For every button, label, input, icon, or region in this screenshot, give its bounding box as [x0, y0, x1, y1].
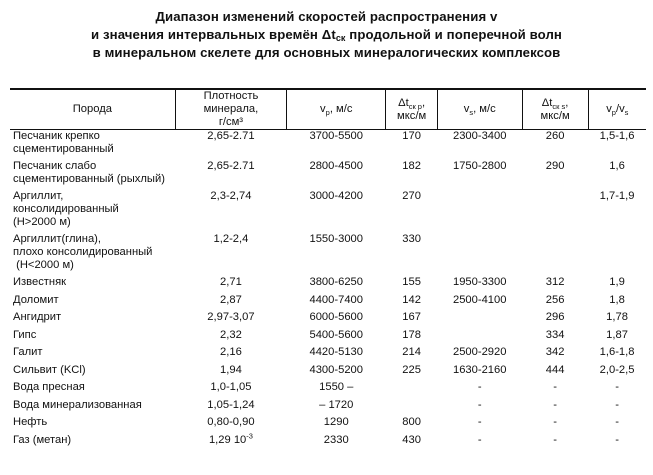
ratio-cell: 1,6 — [609, 160, 625, 172]
rock-cell: Газ (метан) — [13, 433, 72, 446]
ratio-cell: - — [615, 381, 619, 393]
density-cell: 2,65-2.71 — [207, 160, 255, 172]
vp-cell: – 1720 — [319, 398, 354, 411]
rock-cell: Доломит — [13, 293, 59, 306]
table-row — [10, 346, 646, 364]
table-row — [10, 311, 646, 329]
vp-cell: 4400-7400 — [309, 293, 363, 306]
density-cell: 0,80-0,90 — [207, 416, 255, 428]
dtp-cell: 142 — [402, 293, 421, 306]
header-density: Плотность минерала, г/см³ — [175, 89, 287, 130]
dtp-cell: 330 — [402, 233, 421, 245]
table-row — [10, 381, 646, 399]
ratio-cell: - — [615, 433, 619, 446]
dtp-cell: 225 — [402, 363, 421, 376]
dtp-cell: 155 — [402, 276, 421, 288]
header-dts: $\Delta t_{ск s}$, мкс/м — [522, 89, 588, 130]
rock-cell: Аргиллит, консолидированный (H>2000 м) — [13, 190, 119, 228]
title-line-3: в минеральном скелете для основных минералогических комплексов — [92, 45, 561, 60]
dtp-cell — [386, 381, 438, 399]
vp-cell: 5400-5600 — [309, 328, 363, 341]
rock-cell: Гипс — [13, 328, 37, 341]
table-row — [10, 329, 646, 347]
ratio-cell: 1,78 — [606, 311, 628, 323]
dts-cell: 334 — [545, 328, 565, 341]
dts-cell: 296 — [545, 311, 565, 323]
density-cell: 1,29 $10^{-3}$ — [208, 430, 253, 446]
vs-cell: 2300-3400 — [452, 130, 507, 142]
table-title — [0, 8, 653, 62]
vp-cell: 3000-4200 — [309, 190, 363, 202]
vp-cell: 2800-4500 — [309, 160, 363, 172]
rock-cell: Вода пресная — [13, 381, 85, 393]
table-row — [10, 364, 646, 382]
dtp-cell: 178 — [402, 328, 421, 341]
ratio-cell: - — [615, 416, 619, 428]
dts-cell — [522, 233, 588, 276]
ratio-cell: 1,5-1,6 — [599, 130, 635, 142]
header-row — [10, 89, 646, 130]
rock-cell: Галит — [13, 346, 43, 358]
header-ratio: $v_p/v_s$ — [588, 89, 646, 130]
vp-cell: 3800-6250 — [309, 276, 363, 288]
density-cell: 1,94 — [220, 363, 242, 376]
dtp-cell: 214 — [402, 346, 421, 358]
header-vp: $v_р$, м/с — [287, 89, 386, 130]
dtp-cell: 182 — [402, 160, 421, 172]
vp-cell: 1290 — [323, 416, 349, 428]
vs-cell: 2500-4100 — [452, 293, 507, 306]
vs-cell: 1950-3300 — [452, 276, 507, 288]
vp-cell: 6000-5600 — [309, 311, 363, 323]
vp-cell: 3700-5500 — [309, 130, 363, 142]
dts-cell: 256 — [545, 293, 565, 306]
density-cell: 2,3-2,74 — [210, 190, 252, 202]
rock-cell: Ангидрит — [13, 311, 62, 323]
table-row — [10, 190, 646, 233]
vs-cell — [437, 311, 522, 329]
dtp-cell: 430 — [402, 433, 421, 446]
ratio-cell: 1,8 — [609, 293, 625, 306]
table-row — [10, 160, 646, 190]
dts-cell: - — [553, 381, 557, 393]
table-row — [10, 233, 646, 276]
header-rock: Порода — [10, 89, 175, 130]
velocity-table — [10, 88, 646, 451]
vs-cell: - — [477, 433, 482, 446]
ratio-cell: - — [615, 398, 619, 411]
dtp-cell: 170 — [402, 130, 421, 142]
dts-cell: 260 — [545, 130, 565, 142]
vs-cell: 1750-2800 — [452, 160, 507, 172]
table-row — [10, 294, 646, 312]
density-cell: 2,97-3,07 — [207, 311, 255, 323]
dts-cell — [522, 190, 588, 233]
dtp-cell — [386, 399, 438, 417]
rock-cell: Известняк — [13, 276, 67, 288]
vp-cell: 1550-3000 — [309, 233, 363, 245]
header-vs: $v_s$, м/с — [437, 89, 522, 130]
ratio-cell — [588, 233, 646, 276]
dtp-cell: 167 — [402, 311, 421, 323]
vp-cell: 1550 – — [319, 381, 354, 393]
table-row — [10, 416, 646, 434]
vs-cell: - — [477, 381, 482, 393]
density-cell: 2,16 — [220, 346, 242, 358]
table-row — [10, 434, 646, 452]
table-row — [10, 276, 646, 294]
density-cell: 2,65-2.71 — [207, 130, 255, 142]
density-cell: 1,05-1,24 — [207, 398, 255, 411]
dts-cell: 290 — [545, 160, 565, 172]
density-cell: 2,71 — [220, 276, 242, 288]
rock-cell: Сильвит (KCl) — [13, 363, 86, 376]
vp-cell: 2330 — [323, 433, 349, 446]
density-cell: 2,87 — [220, 293, 242, 306]
ratio-cell: 1,6-1,8 — [599, 346, 635, 358]
ratio-cell: 1,7-1,9 — [599, 190, 635, 202]
density-cell: 1,2-2,4 — [213, 233, 249, 245]
ratio-cell: 2,0-2,5 — [599, 363, 635, 376]
vp-cell: 4420-5130 — [309, 346, 363, 358]
dtp-cell: 800 — [402, 416, 421, 428]
table-row — [10, 399, 646, 417]
dts-cell: - — [553, 433, 557, 446]
vp-cell: 4300-5200 — [309, 363, 363, 376]
rock-cell: Песчаник слабо сцементированный (рыхлый) — [13, 160, 165, 185]
vs-cell: - — [477, 398, 482, 411]
density-cell: 1,0-1,05 — [210, 381, 252, 393]
rock-cell: Вода минерализованная — [13, 398, 142, 411]
vs-cell — [437, 190, 522, 233]
dts-cell: - — [553, 398, 557, 411]
rock-cell: Нефть — [13, 416, 48, 428]
dts-cell: - — [553, 416, 557, 428]
ratio-cell: 1,9 — [609, 276, 625, 288]
rock-cell: Песчаник крепко сцементированный — [13, 130, 114, 155]
table-row — [10, 130, 646, 161]
ratio-cell: 1,87 — [606, 328, 628, 341]
title-line-2: и значения интервальных времён $\Delta t_{ск}$ продольной и поперечной волн — [91, 27, 562, 43]
header-dtp: $\Delta t_{ск р}$, мкс/м — [386, 89, 438, 130]
density-cell: 2,32 — [220, 328, 242, 341]
dts-cell: 312 — [545, 276, 565, 288]
vs-cell — [437, 329, 522, 347]
dtp-cell: 270 — [402, 190, 421, 202]
vs-cell: 2500-2920 — [452, 346, 507, 358]
dts-cell: 342 — [545, 346, 565, 358]
vs-cell: 1630-2160 — [452, 363, 507, 376]
title-line-1: Диапазон изменений скоростей распространения v — [155, 9, 498, 24]
dts-cell: 444 — [545, 363, 565, 376]
rock-cell: Аргиллит(глина), плохо консолидированный (H<2000 м) — [13, 233, 153, 271]
vs-cell: - — [477, 416, 482, 428]
vs-cell — [437, 233, 522, 276]
